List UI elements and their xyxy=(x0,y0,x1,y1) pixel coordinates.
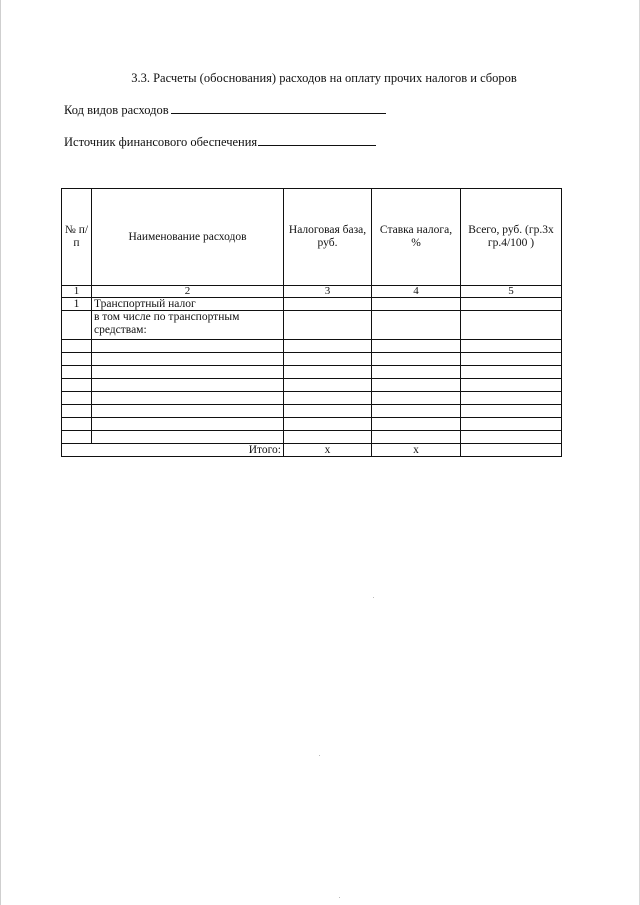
empty-cell[interactable] xyxy=(62,405,92,418)
empty-cell[interactable] xyxy=(284,366,372,379)
empty-cell[interactable] xyxy=(284,392,372,405)
empty-cell[interactable] xyxy=(92,405,284,418)
row-num xyxy=(62,311,92,340)
scan-speck xyxy=(319,755,320,756)
empty-cell[interactable] xyxy=(284,340,372,353)
table-row xyxy=(62,353,562,366)
expense-code-field xyxy=(64,101,386,118)
table-header-row xyxy=(62,189,562,286)
empty-cell[interactable] xyxy=(62,366,92,379)
empty-cell[interactable] xyxy=(62,392,92,405)
table-row xyxy=(62,392,562,405)
empty-cell[interactable] xyxy=(284,418,372,431)
empty-cell[interactable] xyxy=(62,418,92,431)
empty-cell[interactable] xyxy=(372,340,461,353)
total-tax-base: х xyxy=(284,444,372,457)
empty-cell[interactable] xyxy=(92,379,284,392)
scan-speck xyxy=(339,897,340,898)
row-tax-rate-cell[interactable] xyxy=(372,298,461,311)
empty-cell[interactable] xyxy=(284,379,372,392)
empty-cell[interactable] xyxy=(92,418,284,431)
col-number: 4 xyxy=(372,286,461,298)
empty-cell[interactable] xyxy=(461,379,562,392)
funding-source-blank[interactable] xyxy=(258,133,376,146)
funding-source-field xyxy=(64,133,376,150)
empty-cell[interactable] xyxy=(461,392,562,405)
col-number: 1 xyxy=(62,286,92,298)
empty-cell[interactable] xyxy=(62,379,92,392)
header-tax-base: Налоговая база, руб. xyxy=(284,189,372,286)
header-total: Всего, руб. (гр.3х гр.4/100 ) xyxy=(461,189,562,286)
empty-cell[interactable] xyxy=(284,405,372,418)
total-label: Итого: xyxy=(62,444,284,457)
total-sum-cell[interactable] xyxy=(461,444,562,457)
table-row xyxy=(62,366,562,379)
empty-cell[interactable] xyxy=(461,353,562,366)
empty-cell[interactable] xyxy=(92,366,284,379)
col-number: 3 xyxy=(284,286,372,298)
table-row xyxy=(62,405,562,418)
empty-cell[interactable] xyxy=(92,392,284,405)
empty-cell[interactable] xyxy=(92,340,284,353)
empty-cell[interactable] xyxy=(62,431,92,444)
table-row xyxy=(62,431,562,444)
col-number: 2 xyxy=(92,286,284,298)
empty-cell[interactable] xyxy=(372,353,461,366)
table-row xyxy=(62,418,562,431)
row-num: 1 xyxy=(62,298,92,311)
total-row xyxy=(62,444,562,457)
empty-cell[interactable] xyxy=(372,431,461,444)
header-tax-rate: Ставка налога, % xyxy=(372,189,461,286)
row-name: Транспортный налог xyxy=(92,298,284,311)
empty-cell[interactable] xyxy=(372,392,461,405)
header-name: Наименование расходов xyxy=(92,189,284,286)
page-title: 3.3. Расчеты (обоснования) расходов на оплату прочих налогов и сборов xyxy=(131,71,517,85)
row-tax-base-cell[interactable] xyxy=(284,298,372,311)
empty-cell[interactable] xyxy=(461,431,562,444)
expense-code-blank[interactable] xyxy=(171,101,386,114)
row-total-cell[interactable] xyxy=(461,311,562,340)
empty-cell[interactable] xyxy=(461,366,562,379)
empty-cell[interactable] xyxy=(372,405,461,418)
column-number-row xyxy=(62,286,562,298)
row-tax-base-cell[interactable] xyxy=(284,311,372,340)
scan-speck xyxy=(373,597,374,598)
tax-calculation-table xyxy=(61,188,562,457)
table-row xyxy=(62,340,562,353)
row-tax-rate-cell[interactable] xyxy=(372,311,461,340)
table-row xyxy=(62,379,562,392)
funding-source-label: Источник финансового обеспечения xyxy=(64,135,258,149)
row-name: в том числе по транспортным средствам: xyxy=(92,311,284,340)
table-row xyxy=(62,311,562,340)
empty-cell[interactable] xyxy=(92,431,284,444)
empty-cell[interactable] xyxy=(284,431,372,444)
col-number: 5 xyxy=(461,286,562,298)
table-row xyxy=(62,298,562,311)
empty-cell[interactable] xyxy=(372,366,461,379)
empty-cell[interactable] xyxy=(461,340,562,353)
empty-cell[interactable] xyxy=(461,405,562,418)
empty-cell[interactable] xyxy=(284,353,372,366)
expense-code-label: Код видов расходов xyxy=(64,103,169,117)
empty-cell[interactable] xyxy=(372,379,461,392)
empty-cell[interactable] xyxy=(62,340,92,353)
empty-cell[interactable] xyxy=(62,353,92,366)
empty-cell[interactable] xyxy=(92,353,284,366)
empty-cell[interactable] xyxy=(461,418,562,431)
header-num: № п/п xyxy=(62,189,92,286)
row-total-cell[interactable] xyxy=(461,298,562,311)
total-tax-rate: х xyxy=(372,444,461,457)
empty-cell[interactable] xyxy=(372,418,461,431)
